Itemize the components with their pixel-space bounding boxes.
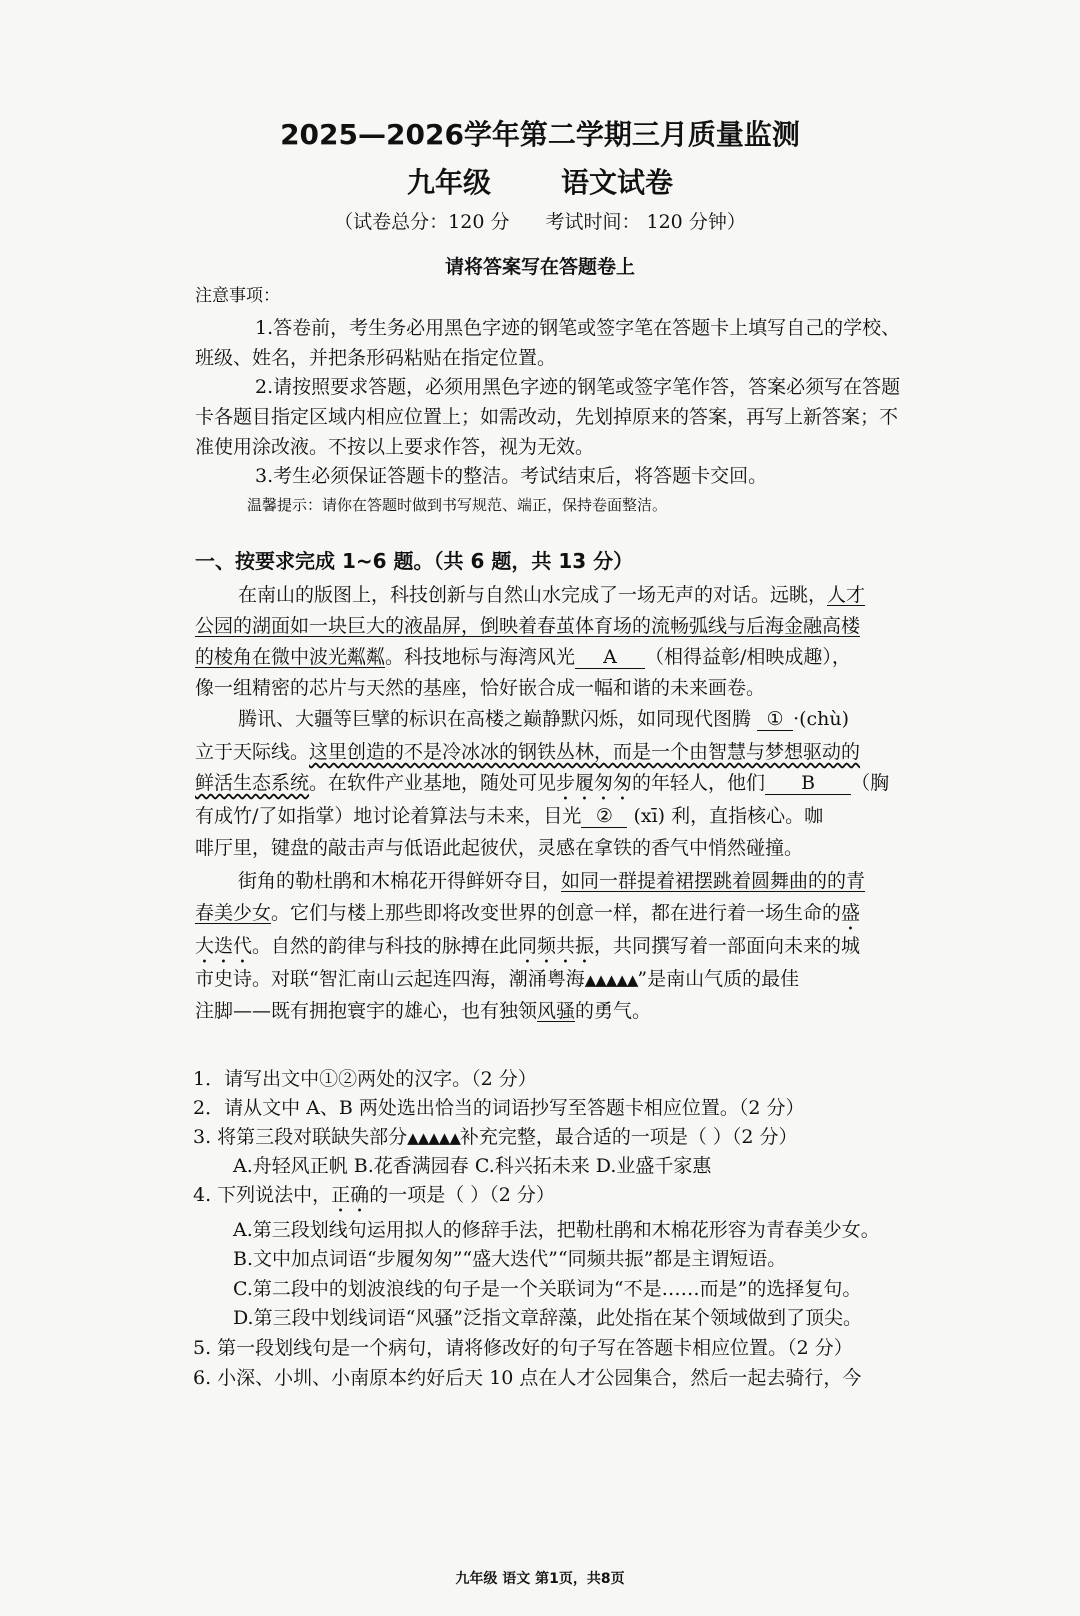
p2-line2: 立于天际线。这里创造的不是冷冰冰的钢铁丛林，而是一个由智慧与梦想驱动的 (195, 741, 861, 763)
blank-b: B (765, 772, 851, 795)
notice-item1-line1: 1.答卷前，考生务必用黑色字迹的钢笔或签字笔在答题卡上填写自己的学校、 (255, 317, 901, 339)
page-footer: 九年级 语文 第1页，共8页 (455, 1571, 625, 1587)
question-3-options: A.舟轻风正帆 B.花香满园春 C.科兴拓未来 D.业盛千家惠 (233, 1155, 712, 1177)
question-4-option-c: C.第二段中的划波浪线的句子是一个关联词为“不是……而是”的选择复句。 (233, 1278, 862, 1300)
question-4-option-a: A.第三段划线句运用拟人的修辞手法，把勒杜鹃和木棉花形容为青春美少女。 (233, 1219, 880, 1241)
question-5: 5. 第一段划线句是一个病句，请将修改好的句子写在答题卡相应位置。（2 分） (193, 1337, 853, 1359)
question-3: 3. 将第三段对联缺失部分▲▲▲▲▲补充完整，最合适的一项是（ ）（2 分） (193, 1126, 798, 1148)
p1-line2: 公园的湖面如一块巨大的液晶屏，倒映着春茧体育场的流畅弧线与后海金融高楼 (195, 615, 861, 637)
question-2: 2．请从文中 A、B 两处选出恰当的词语抄写至答题卡相应位置。（2 分） (193, 1097, 805, 1119)
p1-line1: 在南山的版图上，科技创新与自然山水完成了一场无声的对话。远眺，人才 (238, 584, 866, 606)
score-info: （试卷总分：120 分 (334, 211, 510, 233)
section-title: 一、按要求完成 1~6 题。（共 6 题，共 13 分） (195, 549, 634, 573)
subject-label: 语文试卷 (561, 166, 674, 199)
p3-line1: 街角的勒杜鹃和木棉花开得鲜妍夺目，如同一群提着裙摆跳着圆舞曲的的青 (238, 870, 866, 892)
question-4: 4. 下列说法中，正确的一项是（ ）（2 分） (193, 1184, 555, 1206)
blank-1: ① (757, 708, 793, 731)
p3-line5: 注脚——既有拥抱寰宇的雄心，也有独领风骚的勇气。 (195, 1000, 652, 1022)
grade-label: 九年级 (406, 166, 491, 199)
notice-item2-line2: 卡各题目指定区域内相应位置上；如需改动，先划掉原来的答案，再写上新答案；不 (195, 406, 899, 428)
answer-note: 请将答案写在答题卷上 (444, 256, 635, 278)
exam-title: 2025—2026学年第二学期三月质量监测 (280, 118, 800, 151)
blank-2: ② (581, 805, 627, 828)
p1-line4: 像一组精密的芯片与天然的基座，恰好嵌合成一幅和谐的未来画卷。 (195, 677, 766, 699)
question-6: 6. 小深、小圳、小南原本约好后天 10 点在人才公园集合，然后一起去骑行，今 (193, 1367, 862, 1389)
warm-tip: 温馨提示：请你在答题时做到书写规范、端正，保持卷面整洁。 (247, 496, 668, 514)
notice-item3: 3.考生必须保证答题卡的整洁。考试结束后，将答题卡交回。 (255, 465, 768, 487)
p2-line5: 啡厅里，键盘的敲击声与低语此起彼伏，灵感在拿铁的香气中悄然碰撞。 (195, 837, 804, 859)
exam-info (0, 207, 1080, 234)
time-info: 考试时间： 120 分钟） (545, 211, 746, 233)
notice-title: 注意事项： (195, 286, 280, 306)
notice-item2-line3: 准使用涂改液。不按以上要求作答，视为无效。 (195, 436, 595, 458)
p2-line1: 腾讯、大疆等巨擘的标识在高楼之巅静默闪烁，如同现代图腾 ① ·(chù) (238, 708, 850, 730)
p3-line4: 市史诗。对联“智汇南山云起连四海，潮涌粤海▲▲▲▲▲”是南山气质的最佳 (195, 968, 800, 990)
notice-item1-line2: 班级、姓名，并把条形码粘贴在指定位置。 (195, 347, 557, 369)
p3-line2: 春美少女。它们与楼上那些即将改变世界的创意一样，都在进行着一场生命的盛 (195, 902, 861, 924)
notice-item2-line1: 2.请按照要求答题，必须用黑色字迹的钢笔或签字笔作答，答案必须写在答题 (255, 376, 901, 398)
p1-line3: 的棱角在微中波光粼粼。科技地标与海湾风光 A （相得益彰/相映成趣）， (195, 646, 851, 668)
question-4-option-d: D.第三段中划线词语“风骚”泛指文章辞藻，此处指在某个领域做到了顶尖。 (233, 1307, 863, 1329)
missing-part-triangles: ▲▲▲▲▲ (584, 971, 638, 989)
exam-subtitle (0, 161, 1080, 201)
p2-line3: 鲜活生态系统。在软件产业基地，随处可见步履匆匆的年轻人，他们 B （胸 (195, 772, 890, 794)
question-4-option-b: B.文中加点词语“步履匆匆”“盛大迭代”“同频共振”都是主谓短语。 (233, 1248, 787, 1270)
p2-line4: 有成竹/了如指掌）地讨论着算法与未来，目光 ② (xī) 利，直指核心。咖 (195, 805, 824, 827)
p3-line3: 大迭代。自然的韵律与科技的脉搏在此同频共振，共同撰写着一部面向未来的城 (195, 935, 861, 957)
question-1: 1．请写出文中①②两处的汉字。（2 分） (193, 1068, 537, 1090)
blank-a: A (575, 646, 645, 669)
